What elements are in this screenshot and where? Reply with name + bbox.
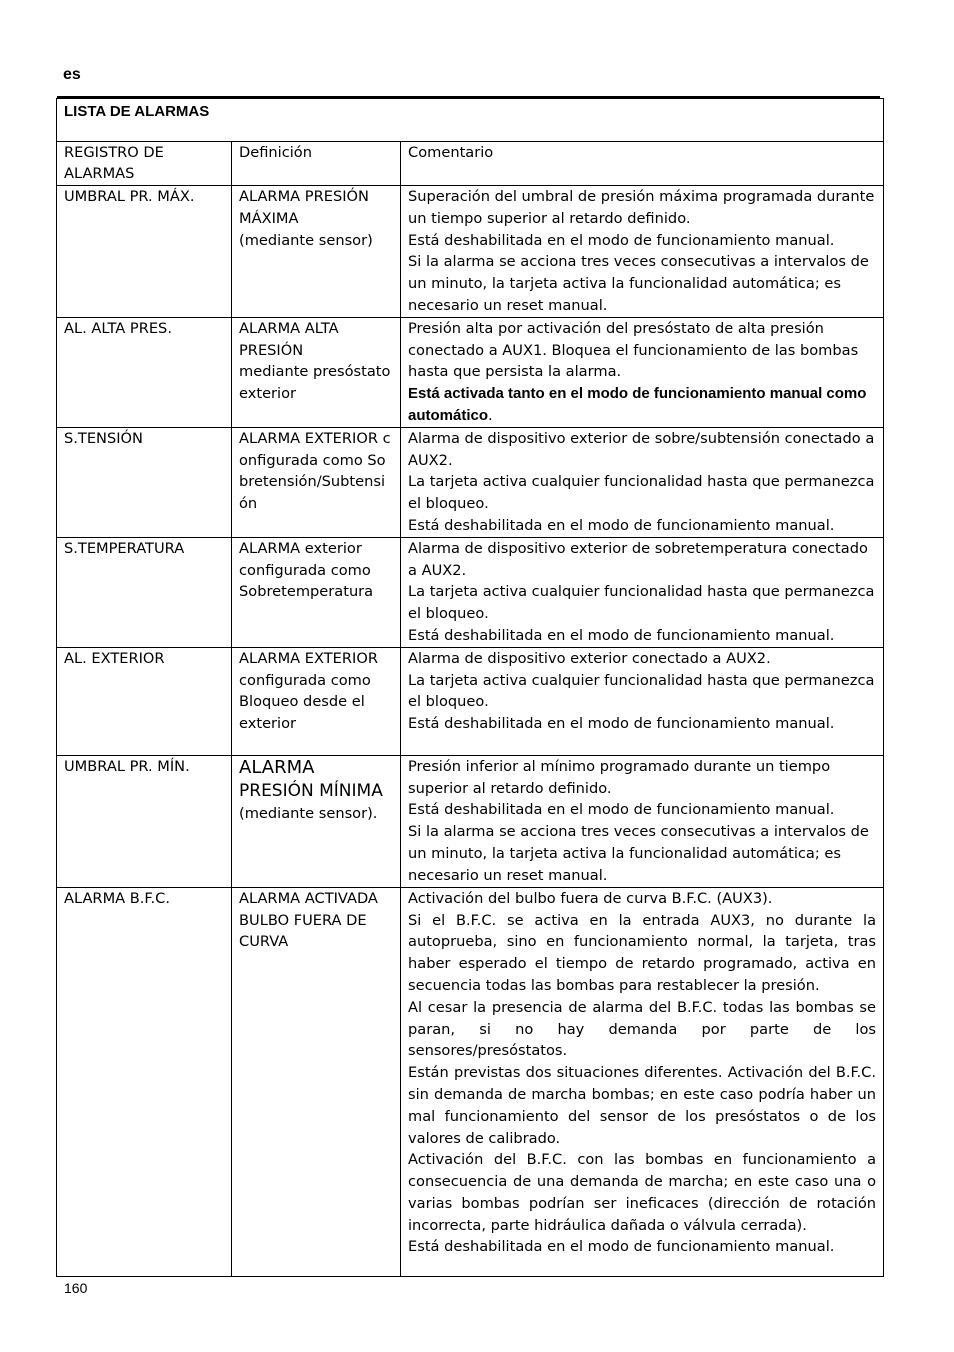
- cell-registro: UMBRAL PR. MÍN.: [57, 755, 232, 887]
- cell-definicion: ALARMA EXTERIOR configurada como Bloqueo desde el exterior: [232, 647, 401, 755]
- cell-definicion: ALARMA EXTERIOR configurada como Sobretensión/Subtensión: [232, 427, 401, 537]
- cell-registro: S.TENSIÓN: [57, 427, 232, 537]
- table-row: [57, 427, 884, 537]
- emphasis-text: Está activada tanto en el modo de funcionamiento manual como automático: [408, 385, 867, 424]
- table-row: [57, 755, 884, 887]
- cell-definicion: ALARMA exterior configurada como Sobretemperatura: [232, 537, 401, 647]
- cell-registro: AL. ALTA PRES.: [57, 317, 232, 427]
- cell-registro: UMBRAL PR. MÁX.: [57, 186, 232, 318]
- header-registro: REGISTRO DE ALARMAS: [57, 142, 232, 186]
- table-title-row: [57, 99, 884, 142]
- cell-definicion: ALARMA PRESIÓN MÁXIMA (mediante sensor): [232, 186, 401, 318]
- cell-comentario: Alarma de dispositivo exterior de sobre/subtensión conectado a AUX2. La tarjeta activa cualquier funcionalidad hasta que permanezca el bloqueo. Está deshabilitada en el modo de funcionamiento manual.: [401, 427, 884, 537]
- cell-registro: S.TEMPERATURA: [57, 537, 232, 647]
- table-header-row: [57, 142, 884, 186]
- table-row: [57, 537, 884, 647]
- cell-comentario: Superación del umbral de presión máxima programada durante un tiempo superior al retardo definido. Está deshabilitada en el modo de funcionamiento manual. Si la alarma se acciona tres veces consecutivas a intervalos de un minuto, la tarjeta activa la funcionalidad automática; es necesario un reset manual.: [401, 186, 884, 318]
- table-row: [57, 887, 884, 1276]
- alarm-list-table: [56, 98, 884, 1277]
- table-title: LISTA DE ALARMAS: [57, 99, 884, 142]
- cell-comentario: Presión alta por activación del presóstato de alta presión conectado a AUX1. Bloquea el funcionamiento de las bombas hasta que persista la alarma. Está activada tanto en el modo de funcionamiento manual como automático.: [401, 317, 884, 427]
- table-row: [57, 317, 884, 427]
- header-comentario: Comentario: [401, 142, 884, 186]
- cell-comentario: Alarma de dispositivo exterior conectado a AUX2. La tarjeta activa cualquier funcionalidad hasta que permanezca el bloqueo. Está deshabilitada en el modo de funcionamiento manual.: [401, 647, 884, 755]
- language-code: es: [63, 66, 81, 83]
- cell-comentario: Presión inferior al mínimo programado durante un tiempo superior al retardo definido. Está deshabilitada en el modo de funcionamiento manual. Si la alarma se acciona tres veces consecutivas a intervalos de un minuto, la tarjeta activa la funcionalidad automática; es necesario un reset manual.: [401, 755, 884, 887]
- cell-definicion: ALARMA PRESIÓN MÍNIMA (mediante sensor).: [232, 755, 401, 887]
- cell-comentario: Alarma de dispositivo exterior de sobretemperatura conectado a AUX2. La tarjeta activa cualquier funcionalidad hasta que permanezca el bloqueo. Está deshabilitada en el modo de funcionamiento manual.: [401, 537, 884, 647]
- cell-registro: AL. EXTERIOR: [57, 647, 232, 755]
- cell-definicion: ALARMA ACTIVADA BULBO FUERA DE CURVA: [232, 887, 401, 1276]
- cell-definicion: ALARMA ALTA PRESIÓN mediante presóstato exterior: [232, 317, 401, 427]
- page-number: 160: [64, 1280, 88, 1296]
- table-row: [57, 647, 884, 755]
- cell-registro: ALARMA B.F.C.: [57, 887, 232, 1276]
- cell-comentario: Activación del bulbo fuera de curva B.F.C. (AUX3). Si el B.F.C. se activa en la entrada AUX3, no durante la autoprueba, sino en funcionamiento normal, la tarjeta, tras haber esperado el tiempo de retardo programado, activa en secuencia todas las bombas para restablecer la presión. Al cesar la presencia de alarma del B.F.C. todas las bombas se paran, si no hay demanda por parte de los sensores/presóstatos. Están previstas dos situaciones diferentes. Activación del B.F.C. sin demanda de marcha bombas; en este caso podría haber un mal funcionamiento del sensor de los presóstatos o de los valores de calibrado. Activación del B.F.C. con las bombas en funcionamiento a consecuencia de una demanda de marcha; en este caso una o varias bombas podrían ser ineficaces (dirección de rotación incorrecta, parte hidráulica dañada o válvula cerrada). Está deshabilitada en el modo de funcionamiento manual.: [401, 887, 884, 1276]
- header-definicion: Definición: [232, 142, 401, 186]
- table-row: [57, 186, 884, 318]
